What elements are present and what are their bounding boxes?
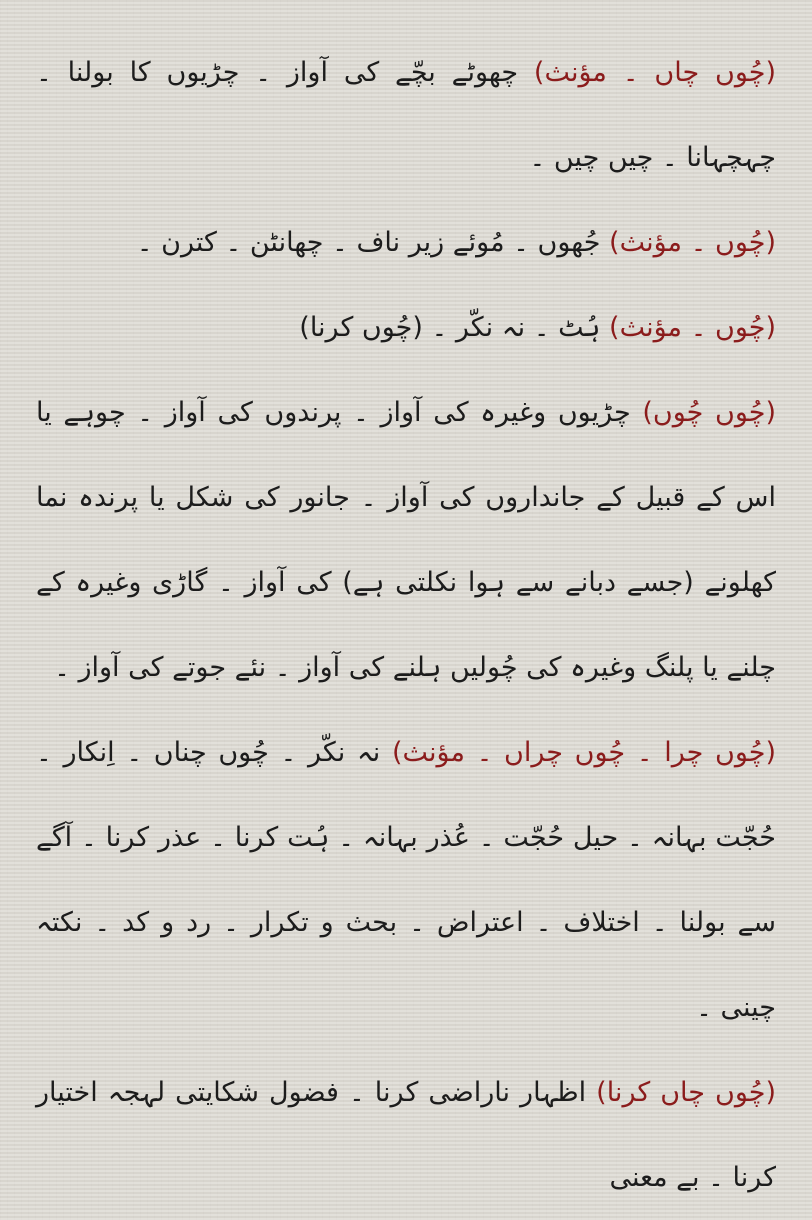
dictionary-entry	[36, 200, 776, 285]
entry-headword: (چُوں ۔ مؤنث)	[609, 227, 776, 258]
entry-headword: (چُوں چاں ۔ مؤنث)	[533, 57, 776, 88]
entry-definition: اظہار ناراضی کرنا ۔ فضول شکایتی لہجہ اختیار کرنا ۔ بے معنی	[36, 1077, 776, 1193]
entry-definition: نہ نکّر ۔ چُوں چناں ۔ اِنکار ۔ حُجّت بہانہ ۔ حیل حُجّت ۔ عُذر بہانہ ۔ ہُت کرنا ۔ عذر کرنا ۔ آگے سے بولنا ۔ اختلاف ۔ اعتراض ۔ بحث و تکرار ۔ رد و کد ۔ نکتہ چینی ۔	[36, 737, 776, 1023]
dictionary-entry	[36, 30, 776, 200]
entry-headword: (چُوں چرا ۔ چُوں چراں ۔ مؤنث)	[391, 737, 776, 768]
dictionary-entry	[36, 1050, 776, 1220]
dictionary-entry	[36, 370, 776, 710]
dictionary-entry	[36, 285, 776, 370]
entry-headword: (چُوں ۔ مؤنث)	[609, 312, 776, 343]
entry-headword: (چُوں چُوں)	[642, 397, 776, 428]
dictionary-entry	[36, 710, 776, 1050]
entry-definition: چھوٹے بچّے کی آواز ۔ چڑیوں کا بولنا ۔ چہچہانا ۔ چیں چیں ۔	[36, 57, 776, 173]
entry-definition: ہُٹ ۔ نہ نکّر ۔ (چُوں کرنا)	[299, 312, 601, 343]
entry-definition: چڑیوں وغیرہ کی آواز ۔ پرندوں کی آواز ۔ چوہے یا اس کے قبیل کے جانداروں کی آواز ۔ جانور کی شکل یا پرندہ نما کھلونے (جسے دبانے سے ہوا نکلتی ہے) کی آواز ۔ گاڑی وغیرہ کے چلنے یا پلنگ وغیرہ کی چُولیں ہلنے کی آواز ۔ نئے جوتے کی آواز ۔	[36, 397, 776, 683]
entry-headword: (چُوں چاں کرنا)	[596, 1077, 776, 1108]
entry-definition: جُھوں ۔ مُوئے زیر ناف ۔ چھانٹن ۔ کترن ۔	[136, 227, 601, 258]
